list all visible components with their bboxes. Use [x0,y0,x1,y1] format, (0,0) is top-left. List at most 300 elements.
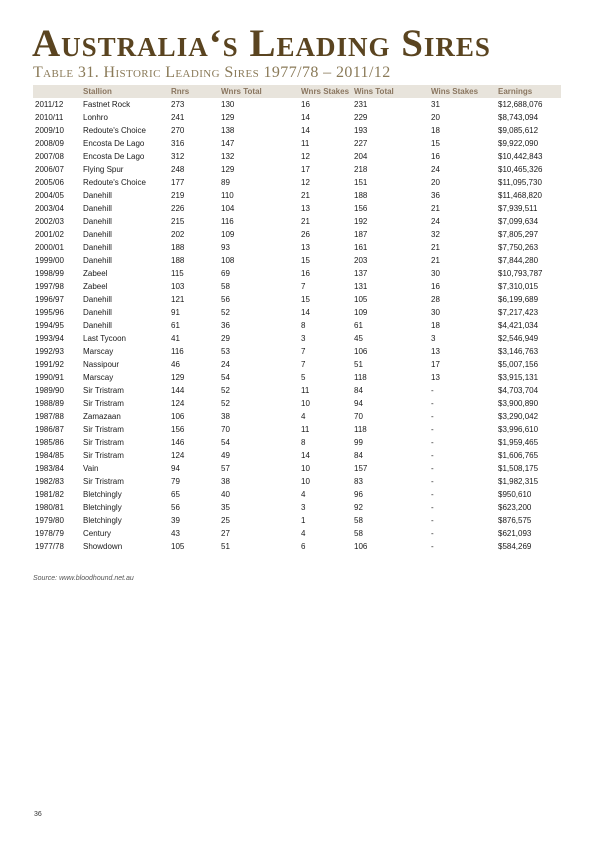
cell-stallion: Sir Tristram [83,437,124,447]
cell-winners-total: 129 [221,112,235,122]
cell-winners-stakes: 16 [301,99,310,109]
cell-runners: 116 [171,346,184,356]
cell-wins-stakes: 32 [431,229,440,239]
table-row [33,462,561,475]
cell-wins-total: 218 [354,164,368,174]
cell-stallion: Sir Tristram [83,385,124,395]
cell-winners-total: 52 [221,385,230,395]
table-row [33,150,561,163]
cell-winners-stakes: 14 [301,307,310,317]
cell-winners-total: 58 [221,281,230,291]
cell-wins-stakes: 24 [431,216,440,226]
cell-wins-stakes: 30 [431,268,440,278]
cell-winners-total: 104 [221,203,235,213]
cell-runners: 129 [171,372,185,382]
cell-earnings: $7,750,263 [498,242,539,252]
cell-wins-total: 229 [354,112,368,122]
cell-winners-total: 29 [221,333,230,343]
table-row [33,202,561,215]
cell-runners: 202 [171,229,185,239]
cell-wins-stakes: 31 [431,99,440,109]
cell-earnings: $623,200 [498,502,532,512]
cell-winners-stakes: 8 [301,437,306,447]
cell-stallion: Century [83,528,112,538]
cell-wins-stakes: 3 [431,333,436,343]
cell-runners: 219 [171,190,185,200]
cell-stallion: Sir Tristram [83,424,124,434]
cell-winners-total: 35 [221,502,230,512]
cell-season: 1978/79 [35,528,64,538]
table-row [33,449,561,462]
cell-runners: 39 [171,515,180,525]
cell-wins-total: 204 [354,151,368,161]
cell-season: 1982/83 [35,476,64,486]
cell-wins-total: 118 [354,372,367,382]
cell-season: 1989/90 [35,385,64,395]
cell-runners: 226 [171,203,185,213]
table-row [33,163,561,176]
cell-earnings: $10,442,843 [498,151,543,161]
cell-winners-total: 52 [221,307,230,317]
cell-wins-stakes: 20 [431,112,440,122]
cell-season: 1994/95 [35,320,64,330]
cell-earnings: $7,310,015 [498,281,539,291]
cell-runners: 61 [171,320,180,330]
table-row [33,475,561,488]
cell-wins-total: 94 [354,398,363,408]
cell-winners-stakes: 7 [301,359,306,369]
cell-stallion: Danehill [83,242,112,252]
cell-stallion: Danehill [83,203,112,213]
cell-season: 1995/96 [35,307,64,317]
cell-runners: 156 [171,424,185,434]
cell-stallion: Sir Tristram [83,450,124,460]
cell-winners-total: 70 [221,424,230,434]
cell-stallion: Danehill [83,229,112,239]
table-row [33,384,561,397]
cell-wins-stakes: 16 [431,151,440,161]
cell-earnings: $6,199,689 [498,294,539,304]
table-row [33,501,561,514]
cell-stallion: Danehill [83,255,112,265]
cell-wins-total: 227 [354,138,368,148]
table-header-row [33,85,561,98]
cell-wins-stakes: - [431,424,434,434]
cell-season: 2010/11 [35,112,64,122]
cell-wins-stakes: 13 [431,346,440,356]
cell-runners: 115 [171,268,184,278]
cell-wins-stakes: - [431,398,434,408]
table-row [33,488,561,501]
cell-season: 1984/85 [35,450,64,460]
cell-winners-total: 24 [221,359,230,369]
cell-wins-stakes: 16 [431,281,440,291]
cell-wins-total: 83 [354,476,363,486]
column-header-earnings: Earnings [496,85,561,98]
cell-earnings: $9,085,612 [498,125,539,135]
cell-season: 1979/80 [35,515,64,525]
cell-season: 2011/12 [35,99,64,109]
cell-runners: 56 [171,502,180,512]
cell-wins-total: 92 [354,502,363,512]
cell-runners: 94 [171,463,180,473]
cell-wins-total: 203 [354,255,368,265]
cell-wins-total: 187 [354,229,368,239]
cell-earnings: $5,007,156 [498,359,539,369]
cell-runners: 46 [171,359,180,369]
cell-wins-stakes: - [431,450,434,460]
cell-winners-total: 93 [221,242,230,252]
cell-wins-total: 106 [354,541,368,551]
cell-wins-stakes: 36 [431,190,440,200]
cell-wins-total: 188 [354,190,368,200]
cell-runners: 316 [171,138,185,148]
cell-winners-stakes: 13 [301,242,310,252]
cell-stallion: Danehill [83,190,112,200]
cell-wins-total: 58 [354,515,363,525]
cell-season: 1997/98 [35,281,64,291]
cell-wins-stakes: - [431,502,434,512]
cell-winners-total: 116 [221,216,234,226]
cell-season: 2004/05 [35,190,64,200]
cell-runners: 144 [171,385,185,395]
cell-earnings: $876,575 [498,515,532,525]
cell-stallion: Sir Tristram [83,398,124,408]
table-row [33,98,561,111]
cell-winners-stakes: 12 [301,177,310,187]
cell-season: 1977/78 [35,541,64,551]
cell-wins-stakes: 21 [431,255,440,265]
cell-wins-stakes: 24 [431,164,440,174]
cell-winners-stakes: 21 [301,190,310,200]
cell-runners: 124 [171,450,185,460]
table-body [33,98,561,553]
cell-wins-total: 51 [354,359,363,369]
table-row [33,241,561,254]
cell-wins-stakes: 21 [431,203,440,213]
cell-runners: 270 [171,125,185,135]
cell-season: 1992/93 [35,346,64,356]
cell-runners: 241 [171,112,185,122]
cell-earnings: $3,290,042 [498,411,539,421]
cell-runners: 188 [171,242,185,252]
cell-runners: 79 [171,476,180,486]
cell-runners: 103 [171,281,185,291]
cell-winners-total: 27 [221,528,230,538]
cell-earnings: $3,146,763 [498,346,539,356]
cell-runners: 188 [171,255,185,265]
cell-winners-stakes: 4 [301,528,306,538]
leading-sires-table [33,85,561,553]
cell-winners-stakes: 7 [301,346,306,356]
table-caption: Table 31. Historic Leading Sires 1977/78 – 2011/12 [33,64,391,81]
cell-wins-total: 70 [354,411,363,421]
cell-runners: 43 [171,528,180,538]
cell-earnings: $4,421,034 [498,320,539,330]
cell-season: 1999/00 [35,255,64,265]
cell-wins-total: 45 [354,333,363,343]
cell-winners-stakes: 1 [301,515,306,525]
cell-winners-stakes: 11 [301,424,310,434]
cell-winners-stakes: 13 [301,203,310,213]
cell-wins-total: 99 [354,437,363,447]
cell-wins-stakes: 15 [431,138,440,148]
cell-runners: 106 [171,411,185,421]
cell-winners-total: 53 [221,346,230,356]
cell-winners-stakes: 14 [301,112,310,122]
cell-winners-total: 56 [221,294,230,304]
cell-earnings: $7,805,297 [498,229,539,239]
cell-earnings: $950,610 [498,489,532,499]
column-header-stallion: Stallion [81,85,169,98]
cell-runners: 273 [171,99,185,109]
table-row [33,267,561,280]
cell-wins-stakes: 21 [431,242,440,252]
cell-wins-stakes: - [431,528,434,538]
cell-season: 1998/99 [35,268,64,278]
cell-wins-total: 192 [354,216,368,226]
cell-wins-stakes: 13 [431,372,440,382]
cell-runners: 215 [171,216,185,226]
cell-stallion: Lonhro [83,112,108,122]
cell-earnings: $1,959,465 [498,437,539,447]
table-row [33,306,561,319]
cell-earnings: $11,468,820 [498,190,542,200]
cell-stallion: Danehill [83,216,112,226]
cell-earnings: $4,703,704 [498,385,539,395]
table-row [33,254,561,267]
cell-stallion: Encosta De Lago [83,138,145,148]
cell-wins-total: 131 [354,281,368,291]
cell-wins-stakes: - [431,515,434,525]
cell-season: 2000/01 [35,242,64,252]
table-row [33,436,561,449]
cell-winners-total: 57 [221,463,230,473]
cell-stallion: Flying Spur [83,164,124,174]
table-row [33,215,561,228]
cell-stallion: Fastnet Rock [83,99,131,109]
cell-season: 1993/94 [35,333,64,343]
table-row [33,176,561,189]
cell-runners: 177 [171,177,185,187]
cell-season: 1981/82 [35,489,64,499]
cell-winners-total: 147 [221,138,235,148]
cell-wins-total: 109 [354,307,368,317]
cell-wins-total: 106 [354,346,368,356]
cell-winners-stakes: 3 [301,333,306,343]
cell-winners-total: 69 [221,268,230,278]
cell-runners: 124 [171,398,185,408]
table-row [33,228,561,241]
cell-winners-stakes: 11 [301,385,310,395]
table-row [33,124,561,137]
cell-winners-stakes: 5 [301,372,306,382]
cell-winners-total: 89 [221,177,230,187]
cell-winners-total: 38 [221,411,230,421]
cell-season: 1996/97 [35,294,64,304]
cell-wins-total: 193 [354,125,368,135]
table-row [33,332,561,345]
cell-winners-total: 110 [221,190,234,200]
cell-winners-stakes: 26 [301,229,310,239]
cell-winners-stakes: 10 [301,476,310,486]
cell-season: 1983/84 [35,463,64,473]
cell-winners-stakes: 12 [301,151,310,161]
cell-wins-total: 118 [354,424,367,434]
cell-earnings: $10,793,787 [498,268,543,278]
cell-winners-total: 38 [221,476,230,486]
cell-earnings: $12,688,076 [498,99,543,109]
cell-wins-stakes: - [431,437,434,447]
cell-season: 2003/04 [35,203,64,213]
cell-season: 2009/10 [35,125,64,135]
cell-wins-stakes: - [431,385,434,395]
cell-earnings: $7,217,423 [498,307,539,317]
cell-winners-stakes: 14 [301,450,310,460]
cell-winners-total: 52 [221,398,230,408]
cell-stallion: Redoute's Choice [83,177,146,187]
table-row [33,319,561,332]
cell-winners-stakes: 14 [301,125,310,135]
cell-earnings: $3,900,890 [498,398,539,408]
cell-earnings: $1,606,765 [498,450,539,460]
cell-earnings: $9,922,090 [498,138,539,148]
cell-winners-stakes: 4 [301,411,306,421]
cell-earnings: $3,915,131 [498,372,539,382]
cell-winners-stakes: 11 [301,138,310,148]
cell-season: 1985/86 [35,437,64,447]
cell-wins-total: 137 [354,268,368,278]
column-header-winners-total: Wnrs Total [219,85,299,98]
cell-winners-stakes: 8 [301,320,306,330]
cell-winners-total: 51 [221,541,230,551]
cell-wins-stakes: 28 [431,294,440,304]
page-title: Australia‘s Leading Sires [32,22,491,65]
cell-earnings: $11,095,730 [498,177,542,187]
cell-season: 1988/89 [35,398,64,408]
cell-wins-stakes: 18 [431,320,440,330]
cell-earnings: $1,982,315 [498,476,539,486]
cell-winners-stakes: 4 [301,489,306,499]
cell-wins-stakes: 30 [431,307,440,317]
cell-season: 2007/08 [35,151,64,161]
cell-stallion: Danehill [83,307,112,317]
cell-season: 1991/92 [35,359,64,369]
cell-wins-stakes: 20 [431,177,440,187]
cell-winners-total: 129 [221,164,235,174]
cell-runners: 105 [171,541,185,551]
cell-winners-stakes: 17 [301,164,310,174]
cell-winners-total: 25 [221,515,230,525]
cell-wins-total: 151 [354,177,368,187]
cell-winners-total: 49 [221,450,230,460]
cell-runners: 41 [171,333,180,343]
cell-stallion: Danehill [83,294,112,304]
cell-season: 2001/02 [35,229,64,239]
cell-winners-total: 54 [221,437,230,447]
cell-winners-total: 130 [221,99,235,109]
table-row [33,111,561,124]
cell-wins-total: 157 [354,463,368,473]
cell-stallion: Last Tycoon [83,333,126,343]
cell-earnings: $2,546,949 [498,333,539,343]
cell-season: 1986/87 [35,424,64,434]
cell-winners-total: 132 [221,151,235,161]
cell-wins-stakes: 18 [431,125,440,135]
cell-earnings: $7,844,280 [498,255,539,265]
cell-stallion: Nassipour [83,359,120,369]
cell-earnings: $621,093 [498,528,532,538]
cell-winners-total: 108 [221,255,235,265]
table-row [33,358,561,371]
cell-wins-stakes: - [431,489,434,499]
cell-stallion: Zabeel [83,268,108,278]
cell-winners-stakes: 7 [301,281,306,291]
cell-season: 2008/09 [35,138,64,148]
cell-runners: 65 [171,489,180,499]
cell-stallion: Encosta De Lago [83,151,145,161]
cell-earnings: $8,743,094 [498,112,539,122]
cell-wins-stakes: - [431,541,434,551]
column-header-winners-stakes: Wnrs Stakes [299,85,352,98]
table-row [33,423,561,436]
cell-wins-total: 156 [354,203,368,213]
table-row [33,137,561,150]
table-row [33,527,561,540]
cell-earnings: $7,939,511 [498,203,538,213]
cell-winners-total: 40 [221,489,230,499]
cell-runners: 312 [171,151,185,161]
table-row [33,410,561,423]
table-row [33,371,561,384]
cell-wins-total: 58 [354,528,363,538]
cell-wins-total: 161 [354,242,368,252]
table-row [33,293,561,306]
table-row [33,514,561,527]
column-header-season [33,85,81,98]
cell-stallion: Bletchingly [83,489,122,499]
cell-runners: 248 [171,164,185,174]
page-number: 36 [34,811,42,818]
cell-season: 2002/03 [35,216,64,226]
cell-wins-total: 96 [354,489,363,499]
cell-winners-stakes: 15 [301,294,310,304]
cell-earnings: $3,996,610 [498,424,539,434]
source-note: Source: www.bloodhound.net.au [33,575,134,582]
cell-winners-stakes: 21 [301,216,310,226]
cell-season: 2006/07 [35,164,64,174]
column-header-runners: Rnrs [169,85,219,98]
cell-stallion: Marscay [83,346,114,356]
table-row [33,189,561,202]
cell-season: 2005/06 [35,177,64,187]
cell-winners-total: 54 [221,372,230,382]
cell-winners-stakes: 16 [301,268,310,278]
cell-stallion: Showdown [83,541,123,551]
cell-winners-stakes: 3 [301,502,306,512]
cell-wins-stakes: - [431,476,434,486]
cell-stallion: Sir Tristram [83,476,124,486]
cell-earnings: $1,508,175 [498,463,539,473]
cell-stallion: Marscay [83,372,114,382]
cell-wins-stakes: 17 [431,359,440,369]
cell-winners-stakes: 10 [301,398,310,408]
cell-stallion: Zamazaan [83,411,121,421]
cell-wins-total: 84 [354,385,363,395]
cell-runners: 91 [171,307,180,317]
cell-wins-stakes: - [431,463,434,473]
cell-earnings: $7,099,634 [498,216,539,226]
